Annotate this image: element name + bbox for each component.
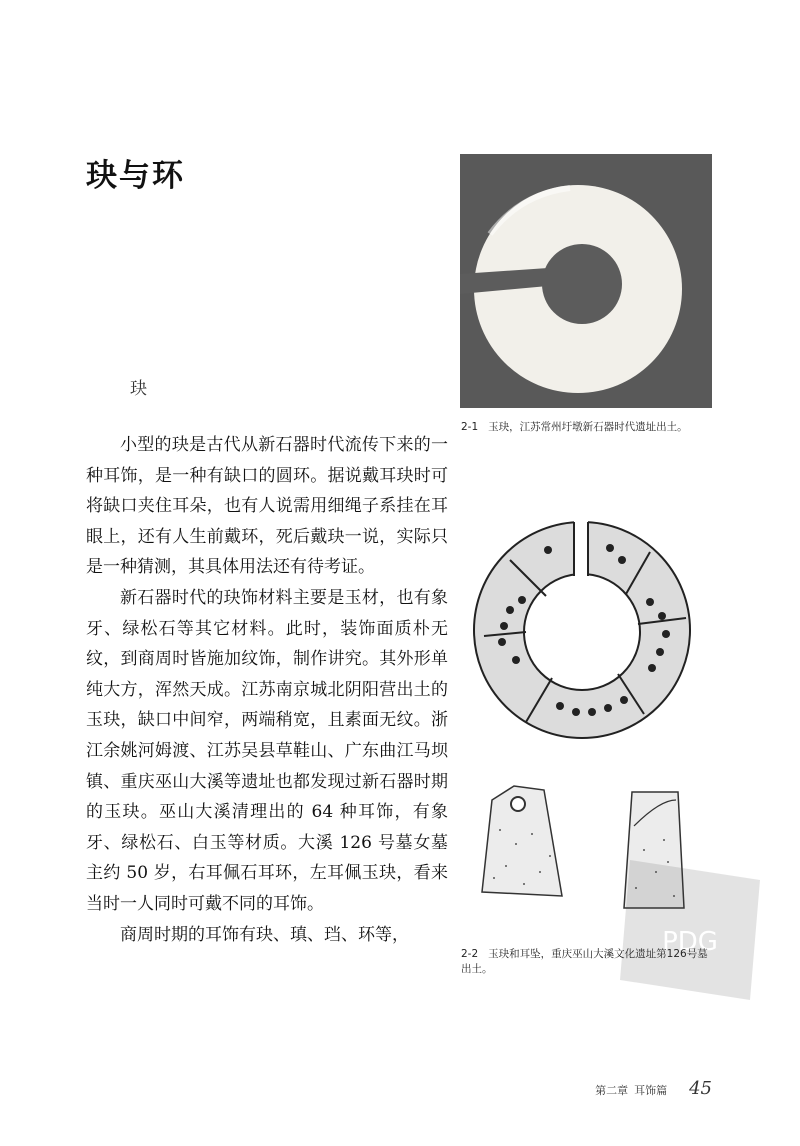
page-footer xyxy=(595,1078,712,1099)
jade-ring-hole xyxy=(542,244,622,324)
page-title: 玦与环 xyxy=(86,158,185,194)
figure-number: 2-1 xyxy=(461,421,479,433)
footer-chapter: 第二章 xyxy=(595,1084,629,1097)
footer-section: 耳饰篇 xyxy=(634,1084,668,1097)
paragraph: 商周时期的耳饰有玦、瑱、珰、环等， xyxy=(120,924,409,945)
page-number: 45 xyxy=(689,1078,712,1099)
figure-number: 2-2 xyxy=(461,948,479,960)
body-text xyxy=(86,430,448,950)
pdg-watermark xyxy=(610,850,770,1010)
paragraph: 新石器时代的玦饰材料主要是玉材，也有象牙、绿松石等其它材料。此时，装饰面质朴无纹，到商周时皆施加纹饰，制作讲究。其外形单纯大方，浑然天成。江苏南京城北阴阳营出土的玉玦，缺口中间窄，两端稍宽，且素面无纹。浙江余姚河姆渡、江苏吴县草鞋山、广东曲江马坝镇、重庆巫山大溪等遗址也都发现过新石器时期的玉玦。巫山大溪清理出的 64 种耳饰，有象牙、绿松石、白玉等材质。大溪 126 号墓女墓主约 50 岁，右耳佩石耳环，左耳佩玉玦，看来当时一人同时可戴不同的耳饰。 xyxy=(86,587,448,914)
figure-2-1-caption xyxy=(461,420,713,435)
figure-caption-text: 玉玦，江苏常州圩墩新石器时代遗址出土。 xyxy=(488,421,688,433)
section-heading: 玦 xyxy=(130,379,147,399)
jade-jue-photo-image xyxy=(460,154,712,408)
figure-caption-text: 玉玦和耳坠，重庆巫山大溪文化遗址第126号墓出土。 xyxy=(461,948,708,975)
watermark-text: PDG xyxy=(662,927,718,957)
figure-2-1-photo xyxy=(460,154,712,408)
pendant-drawing xyxy=(482,786,562,896)
paragraph: 小型的玦是古代从新石器时代流传下来的一种耳饰，是一种有缺口的圆环。据说戴耳玦时可将缺口夹住耳朵，也有人说需用细绳子系挂在耳眼上，还有人生前戴环，死后戴玦一说，实际只是一种猜测，其具体用法还有待考证。 xyxy=(86,435,448,578)
